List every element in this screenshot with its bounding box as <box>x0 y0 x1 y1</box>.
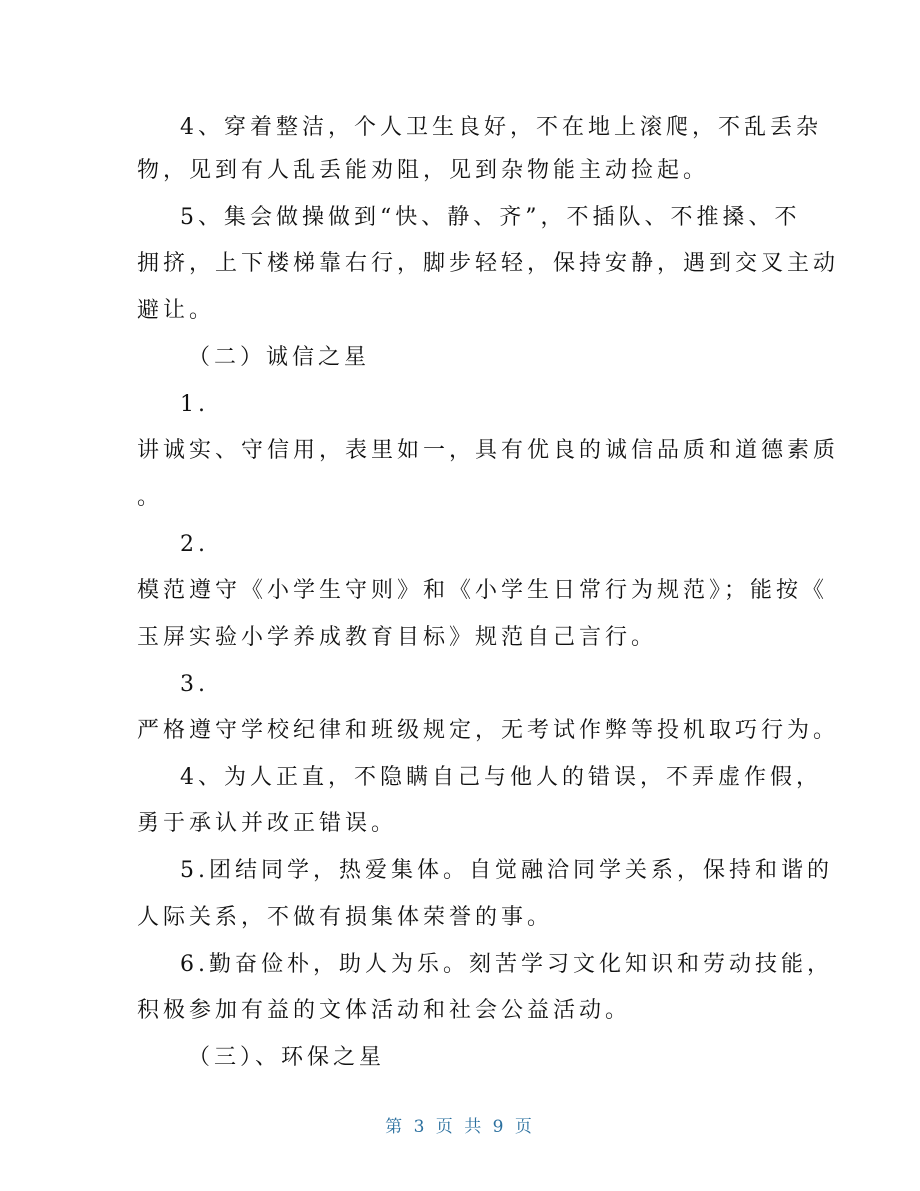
paragraph-line: 拥挤，上下楼梯靠右行，脚步轻轻，保持安静，遇到交叉主动 <box>137 251 840 276</box>
section-heading: （二）诚信之星 <box>188 345 371 370</box>
paragraph-line: 积极参加有益的文体活动和社会公益活动。 <box>137 998 632 1023</box>
paragraph-line: 勇于承认并改正错误。 <box>137 811 398 836</box>
paragraph-line: 物，见到有人乱丢能劝阻，见到杂物能主动捡起。 <box>137 158 710 183</box>
section-heading: （三）、环保之星 <box>188 1045 386 1070</box>
list-number: 2. <box>180 532 209 557</box>
paragraph-line: 5.团结同学，热爱集体。自觉融洽同学关系，保持和谐的 <box>180 858 833 883</box>
paragraph-line: 5、集会做操做到“快、静、齐”，不插队、不推搡、不 <box>180 205 801 230</box>
paragraph-line: 避让。 <box>137 298 216 323</box>
paragraph-line: 模范遵守《小学生守则》和《小学生日常行为规范》；能按《 <box>137 578 829 603</box>
paragraph-line: 玉屏实验小学养成教育目标》规范自己言行。 <box>137 625 658 650</box>
paragraph-line: 人际关系，不做有损集体荣誉的事。 <box>137 905 554 930</box>
paragraph-line: 4、穿着整洁，个人卫生良好，不在地上滚爬，不乱丢杂 <box>180 115 822 140</box>
list-number: 3. <box>180 672 209 697</box>
paragraph-line: 严格遵守学校纪律和班级规定，无考试作弊等投机取巧行为。 <box>137 718 840 743</box>
list-number: 1. <box>180 392 209 417</box>
page-footer: 第 3 页 共 9 页 <box>385 1117 535 1137</box>
paragraph-line: 讲诚实、守信用，表里如一，具有优良的诚信品质和道德素质 <box>137 438 840 463</box>
paragraph-line: 。 <box>137 485 164 510</box>
paragraph-line: 6.勤奋俭朴，助人为乐。刻苦学习文化知识和劳动技能， <box>180 952 833 977</box>
paragraph-line: 4、为人正直，不隐瞒自己与他人的错误，不弄虚作假， <box>180 765 822 790</box>
